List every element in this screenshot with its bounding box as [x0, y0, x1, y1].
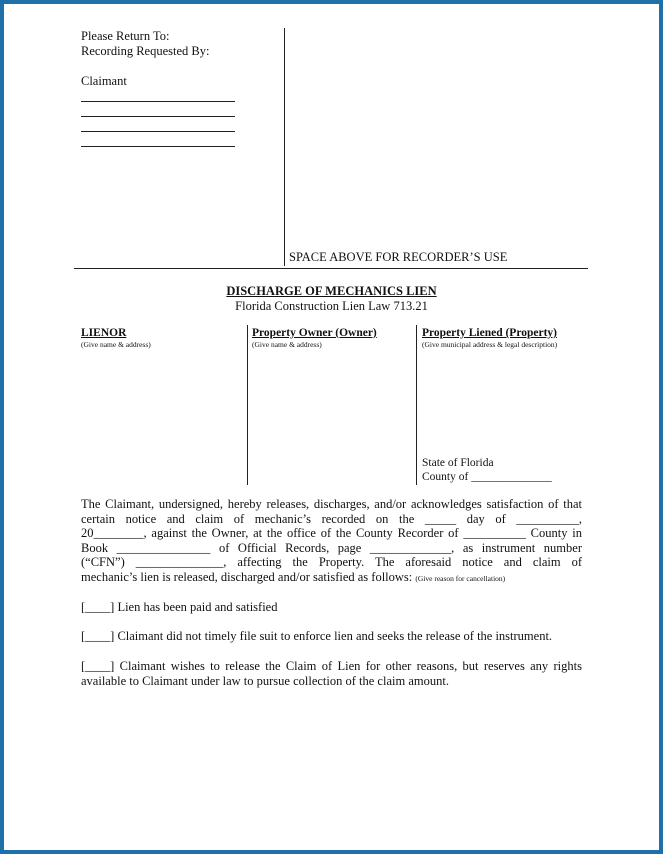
county-field[interactable]: County of ______________ [422, 471, 552, 483]
recorder-divider [284, 28, 285, 266]
option-other-reasons[interactable]: [____] Claimant wishes to release the Claim of Lien for other reasons, but reserves any rights available to Claimant under law to pursue collection of the claim amount. [81, 659, 582, 688]
release-paragraph [81, 497, 582, 587]
column-divider-2 [416, 325, 417, 485]
paragraph-line: 20________, against the Owner, at the office of the County Recorder of __________ County in [81, 526, 582, 541]
lienor-heading: LIENOR [81, 327, 127, 339]
state-label: State of Florida [422, 457, 494, 469]
paragraph-line [81, 570, 582, 587]
claimant-line-4[interactable] [81, 146, 235, 147]
claimant-label: Claimant [81, 74, 127, 88]
document-subtitle: Florida Construction Lien Law 713.21 [235, 299, 428, 313]
return-to-label: Please Return To: [81, 29, 170, 43]
recorder-space-label: SPACE ABOVE FOR RECORDER’S USE [289, 250, 508, 264]
column-divider-1 [247, 325, 248, 485]
claimant-line-2[interactable] [81, 116, 235, 117]
lienor-note: (Give name & address) [81, 340, 151, 349]
paragraph-line: (“CFN”) ______________, affecting the Property. The aforesaid notice and claim of [81, 555, 582, 570]
cancellation-reason-note: (Give reason for cancellation) [415, 573, 506, 583]
paragraph-line: certain notice and claim of mechanic’s recorded on the _____ day of __________, [81, 511, 582, 526]
header-rule [74, 268, 588, 269]
paragraph-line: The Claimant, undersigned, hereby releases, discharges, and/or acknowledges satisfaction of that [81, 497, 582, 511]
recording-requested-label: Recording Requested By: [81, 44, 210, 58]
owner-heading: Property Owner (Owner) [252, 327, 377, 339]
claimant-line-1[interactable] [81, 101, 235, 102]
owner-note: (Give name & address) [252, 340, 322, 349]
claimant-line-3[interactable] [81, 131, 235, 132]
paragraph-line-text: mechanic’s lien is released, discharged and/or satisfied as follows: [81, 569, 413, 584]
option-paid[interactable]: [____] Lien has been paid and satisfied [81, 600, 278, 614]
paragraph-line: Book _______________ of Official Records, page _____________, as instrument number [81, 540, 582, 555]
property-heading: Property Liened (Property) [422, 327, 557, 339]
document-title: DISCHARGE OF MECHANICS LIEN [226, 284, 437, 298]
property-note: (Give municipal address & legal description) [422, 340, 558, 349]
option-no-suit[interactable]: [____] Claimant did not timely file suit to enforce lien and seeks the release of the instrument. [81, 629, 553, 643]
